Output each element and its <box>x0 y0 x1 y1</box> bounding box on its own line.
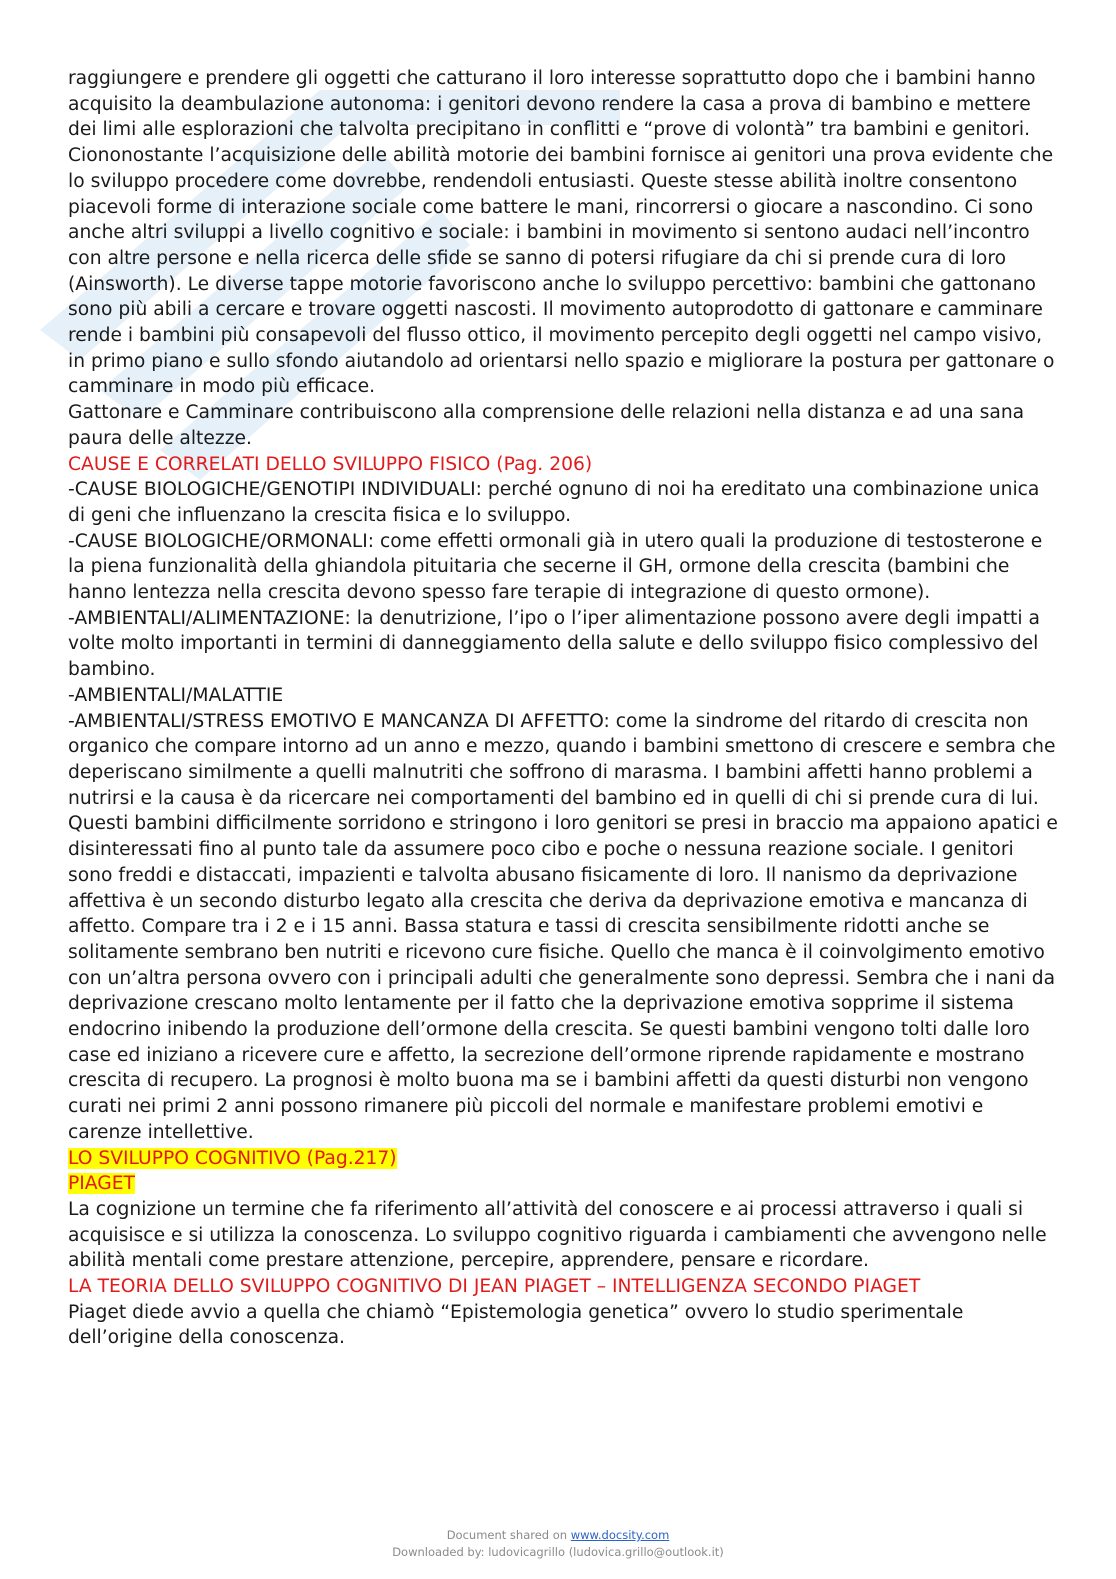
paragraph-cognition-definition: La cognizione un termine che fa riferimento all’attività del conoscere e ai processi attraverso i quali si acquisisce e si utilizza la conoscenza. Lo sviluppo cognitivo riguarda i cambiamenti che avvengono nelle abilità mentali come prestare attenzione, percepire, apprendere, pensare e ricordare. <box>68 1198 1047 1272</box>
heading-piaget: PIAGET <box>68 1173 135 1195</box>
docsity-link[interactable]: www.docsity.com <box>570 1528 670 1542</box>
cause-genotypes: -CAUSE BIOLOGICHE/GENOTIPI INDIVIDUALI: perché ognuno di noi ha ereditato una combinazione unica di geni che influenzano la crescita fisica e lo sviluppo. <box>68 479 1040 526</box>
paragraph-genetic-epistemology: Piaget diede avvio a quella che chiamò “Epistemologia genetica” ovvero lo studio sperimentale dell’origine della conoscenza. <box>68 1301 964 1349</box>
paragraph-motor-development: raggiungere e prendere gli oggetti che catturano il loro interesse soprattutto dopo che i bambini hanno acquisito la deambulazione autonoma: i genitori devono rendere la casa a prova di bambino e mettere dei limi alle esplorazioni che talvolta precipitano in conflitti e “prove di volontà” tra bambini e genitori. Ciononostante l’acquisizione delle abilità motorie dei bambini fornisce ai genitori una prova evidente che lo sviluppo procedere come dovrebbe, rendendoli entusiasti. Queste stesse abilità inoltre consentono piacevoli forme di interazione sociale come battere le mani, rincorrersi o giocare a nascondino. Ci sono anche altri sviluppi a livello cognitivo e sociale: i bambini in movimento si sentono audaci nell’incontro con altre persone e nella ricerca delle sfide se sanno di potersi rifugiare da chi si prende cura di loro (Ainsworth). Le diverse tappe motorie favoriscono anche lo sviluppo percettivo: bambini che gattonano sono più abili a cercare e trovare oggetti nascosti. Il movimento autoprodotto di gattonare e camminare rende i bambini più consapevoli del flusso ottico, il movimento percepito degli oggetti nel campo visivo, in primo piano e sullo sfondo aiutandolo ad orientarsi nello spazio e migliorare la postura per gattonare o camminare in modo più efficace. <box>68 68 1055 398</box>
cause-emotional-stress: -AMBIENTALI/STRESS EMOTIVO E MANCANZA DI AFFETTO: come la sindrome del ritardo di crescita non organico che compare intorno ad un anno e mezzo, quando i bambini smettono di crescere e sembra che deperiscano similmente a quelli malnutriti che soffrono di marasma. I bambini affetti hanno problemi a nutrirsi e la causa è da ricercare nei comportamenti del bambino ed in quelli di chi si prende cura di lui. Questi bambini difficilmente sorridono e stringono i loro genitori se presi in braccio ma appaiono apatici e disinteressati fino al punto tale da assumere poco cibo e poche o nessuna reazione sociale. I genitori sono freddi e distaccati, impazienti e talvolta abusano fisicamente di loro. Il nanismo da deprivazione affettiva è un secondo disturbo legato alla crescita che deriva da deprivazione emotiva e mancanza di affetto. Compare tra i 2 e i 15 anni. Bassa statura e tassi di crescita sensibilmente ridotti anche se solitamente sembrano ben nutriti e ricevono cure fisiche. Quello che manca è il coinvolgimento emotivo con un’altra persona ovvero con i principali adulti che generalmente sono depressi. Sembra che i nani da deprivazione crescano molto lentamente per il fatto che la deprivazione emotiva sopprime il sistema endocrino inibendo la produzione dell’ormone della crescita. Se questi bambini vengono tolti dalle loro case ed iniziano a ricevere cure e affetto, la secrezione dell’ormone riprende rapidamente e mostrano crescita di recupero. La prognosi è molto buona ma se i bambini affetti da questi disturbi non vengono curati nei primi 2 anni possono rimanere più piccoli del normale e manifestare problemi emotivi e carenze intellettive. <box>68 710 1058 1143</box>
cause-illness: -AMBIENTALI/MALATTIE <box>68 684 284 706</box>
document-body <box>68 66 1058 1351</box>
cause-hormonal: -CAUSE BIOLOGICHE/ORMONALI: come effetti ormonali già in utero quali la produzione di testosterone e la piena funzionalità della ghiandola pituitaria che secerne il GH, ormone della crescita (bambini che hanno lentezza nella crescita devono spesso fare terapie di integrazione di questo ormone). <box>68 530 1043 604</box>
heading-cognitive-development: LO SVILUPPO COGNITIVO (Pag.217) <box>68 1147 397 1169</box>
footer-shared-prefix: Document shared on <box>446 1528 571 1542</box>
cause-nutrition: -AMBIENTALI/ALIMENTAZIONE: la denutrizione, l’ipo o l’iper alimentazione possono avere degli impatti a volte molto importanti in termini di danneggiamento della salute e dello sviluppo fisico complessivo del bambino. <box>68 607 1040 681</box>
heading-piaget-theory: LA TEORIA DELLO SVILUPPO COGNITIVO DI JEAN PIAGET – INTELLIGENZA SECONDO PIAGET <box>68 1276 921 1298</box>
heading-physical-development-causes: CAUSE E CORRELATI DELLO SVILUPPO FISICO (Pag. 206) <box>68 453 593 475</box>
paragraph-crawling-walking: Gattonare e Camminare contribuiscono alla comprensione delle relazioni nella distanza e ad una sana paura delle altezze. <box>68 402 1025 449</box>
footer-shared <box>0 1528 1116 1542</box>
footer-downloaded: Downloaded by: ludovicagrillo (ludovica.grillo@outlook.it) <box>392 1545 724 1559</box>
